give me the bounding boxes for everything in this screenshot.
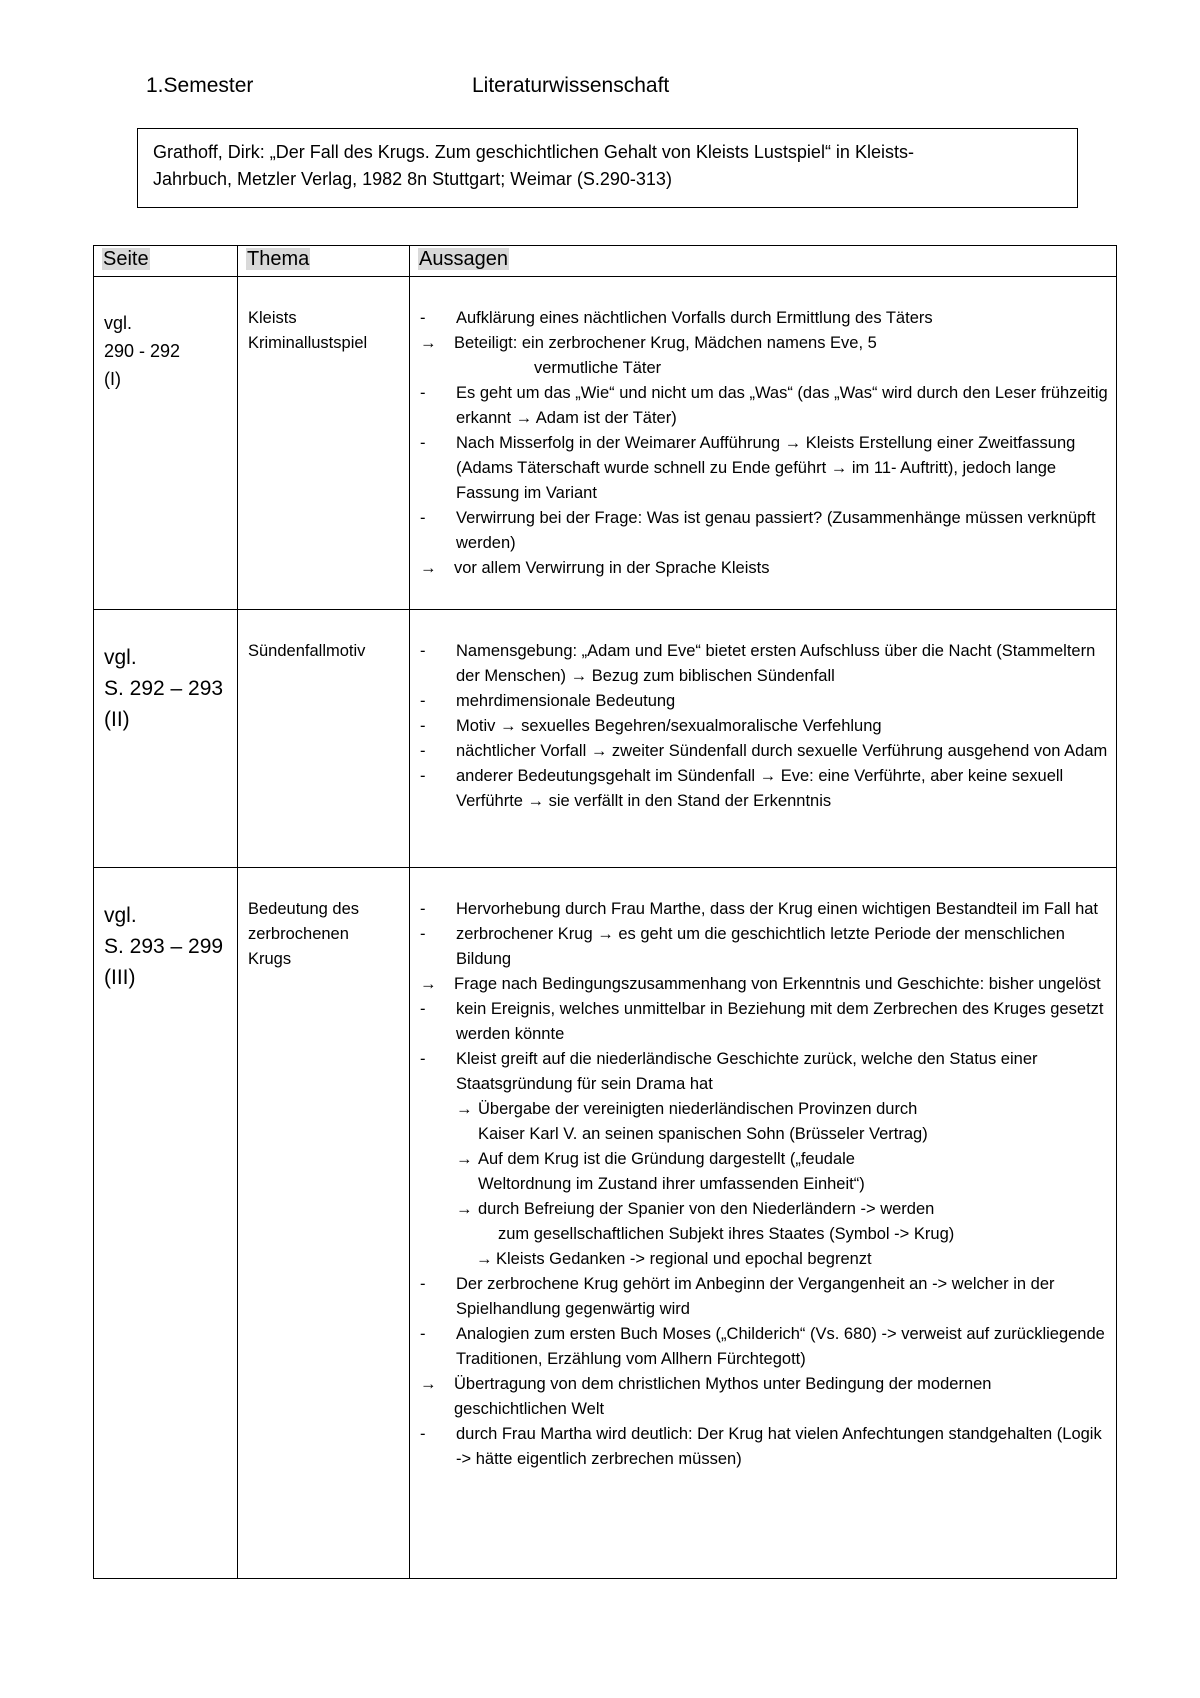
citation-line: Grathoff, Dirk: „Der Fall des Krugs. Zum geschichtlichen Gehalt von Kleists Lustspiel“ in Kleists-	[153, 142, 914, 162]
semester-label: 1.Semester	[146, 74, 254, 97]
list-item: → Kleists Gedanken -> regional und epochal begrenzt	[476, 1250, 872, 1268]
list-item: - anderer Bedeutungsgehalt im Sündenfall → Eve: eine Verführte, aber keine sexuell Verführte → sie verfällt in den Stand der Erkenntnis	[420, 767, 1064, 810]
header-seite: Seite	[94, 246, 238, 277]
list-item: zum gesellschaftlichen Subjekt ihres Staates (Symbol -> Krug)	[498, 1225, 955, 1243]
list-item: - durch Frau Martha wird deutlich: Der Krug hat vielen Anfechtungen standgehalten (Logik -> hätte eigentlich zerbrechen müssen)	[420, 1425, 1102, 1468]
seite-cell: vgl. 290 - 292 (I)	[94, 277, 238, 610]
aussagen-cell	[410, 868, 1117, 1579]
page-header	[146, 74, 1120, 104]
table-row	[94, 610, 1117, 868]
table-row	[94, 868, 1117, 1579]
list-item: Kaiser Karl V. an seinen spanischen Sohn (Brüsseler Vertrag)	[478, 1125, 928, 1143]
list-item: → Auf dem Krug ist die Gründung dargestellt („feudale	[456, 1150, 855, 1168]
seite-cell: vgl. S. 293 – 299 (III)	[94, 868, 238, 1579]
list-item: → Übertragung von dem christlichen Mythos unter Bedingung der modernen geschichtlichen Welt	[420, 1375, 992, 1418]
table-header-row	[94, 246, 1117, 277]
list-item: - Motiv → sexuelles Begehren/sexualmoralische Verfehlung	[420, 717, 882, 735]
list-item: - Nach Misserfolg in der Weimarer Aufführung → Kleists Erstellung einer Zweitfassung (Adams Täterschaft wurde schnell zu Ende geführt → im 11- Auftritt), jedoch lange Fassung im Variant	[420, 434, 1076, 502]
list-item: → Übergabe der vereinigten niederländischen Provinzen durch	[456, 1100, 918, 1118]
list-item: - Hervorhebung durch Frau Marthe, dass der Krug einen wichtigen Bestandteil im Fall hat	[420, 900, 1099, 918]
list-item: → durch Befreiung der Spanier von den Niederländern -> werden	[456, 1200, 935, 1218]
thema-cell: Bedeutung des zerbrochenen Krugs	[238, 868, 410, 1579]
list-item: - mehrdimensionale Bedeutung	[420, 692, 676, 710]
list-item: → vor allem Verwirrung in der Sprache Kleists	[420, 559, 770, 577]
list-item: - Analogien zum ersten Buch Moses („Childerich“ (Vs. 680) -> verweist auf zurückliegende Traditionen, Erzählung vom Allhern Fürchtegott)	[420, 1325, 1105, 1368]
list-item: - Kleist greift auf die niederländische Geschichte zurück, welche den Status einer Staatsgründung für sein Drama hat	[420, 1050, 1038, 1093]
thema-cell: Kleists Kriminallustspiel	[238, 277, 410, 610]
list-item: - Namensgebung: „Adam und Eve“ bietet ersten Aufschluss über die Nacht (Stammeltern der Menschen) → Bezug zum biblischen Sündenfall	[420, 642, 1096, 685]
header-thema: Thema	[238, 246, 410, 277]
aussagen-cell	[410, 277, 1117, 610]
list-item: - Der zerbrochene Krug gehört im Anbeginn der Vergangenheit an -> welcher in der Spielhandlung gegenwärtig wird	[420, 1275, 1055, 1318]
list-item: - Verwirrung bei der Frage: Was ist genau passiert? (Zusammenhänge müssen verknüpft werden)	[420, 509, 1096, 552]
list-item: - Aufklärung eines nächtlichen Vorfalls durch Ermittlung des Täters	[420, 309, 933, 327]
list-item: - kein Ereignis, welches unmittelbar in Beziehung mit dem Zerbrechen des Kruges gesetzt werden könnte	[420, 1000, 1104, 1043]
thema-cell: Sündenfallmotiv	[238, 610, 410, 868]
header-aussagen: Aussagen	[410, 246, 1117, 277]
list-item: - nächtlicher Vorfall → zweiter Sündenfall durch sexuelle Verführung ausgehend von Adam	[420, 742, 1108, 760]
list-item: - Es geht um das „Wie“ und nicht um das „Was“ (das „Was“ wird durch den Leser frühzeitig erkannt → Adam ist der Täter)	[420, 384, 1108, 427]
list-item: vermutliche Täter	[534, 359, 662, 377]
aussagen-cell	[410, 610, 1117, 868]
citation-line: Jahrbuch, Metzler Verlag, 1982 8n Stuttgart; Weimar (S.290-313)	[153, 169, 672, 189]
notes-table	[93, 245, 1117, 1579]
table-row	[94, 277, 1117, 610]
list-item: Weltordnung im Zustand ihrer umfassenden Einheit“)	[478, 1175, 865, 1193]
list-item: - zerbrochener Krug → es geht um die geschichtlich letzte Periode der menschlichen Bildung	[420, 925, 1065, 968]
citation-box	[137, 128, 1078, 208]
seite-cell: vgl. S. 292 – 293 (II)	[94, 610, 238, 868]
list-item: → Frage nach Bedingungszusammenhang von Erkenntnis und Geschichte: bisher ungelöst	[420, 975, 1101, 993]
list-item: → Beteiligt: ein zerbrochener Krug, Mädchen namens Eve, 5	[420, 334, 877, 352]
subject-title: Literaturwissenschaft	[472, 74, 670, 97]
